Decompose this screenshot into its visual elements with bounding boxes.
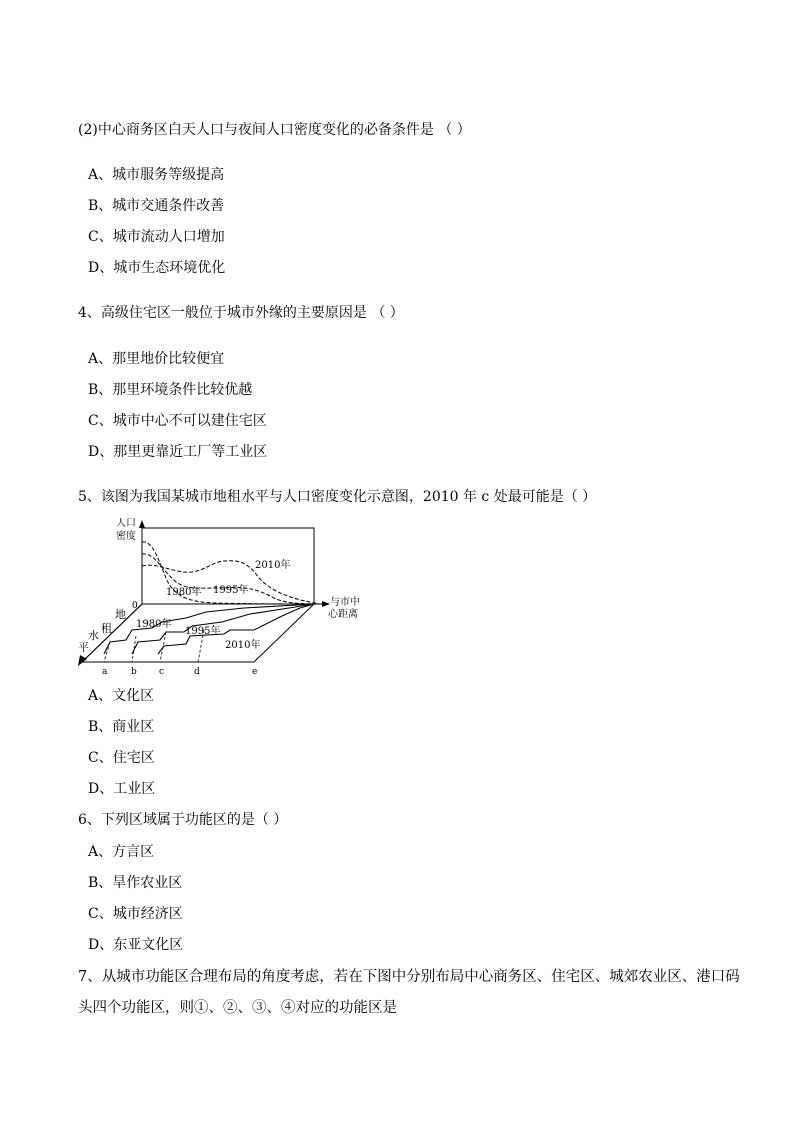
rent-axis-label: 平 xyxy=(78,641,89,654)
y-axis-label: 人口 xyxy=(116,518,136,529)
option-a: A、方言区 xyxy=(88,844,155,860)
point-label-c: c xyxy=(159,667,165,677)
question-4-stem: 4、高级住宅区一般位于城市外缘的主要原因是 （ ） xyxy=(78,305,404,321)
curve-label-2010: 2010年 xyxy=(255,560,291,571)
rent-axis-label: 地 xyxy=(115,608,126,621)
rent-axis-arrow xyxy=(78,655,87,666)
option-d: D、东亚文化区 xyxy=(88,937,184,953)
rent-population-diagram xyxy=(74,518,360,678)
y-axis-label: 密度 xyxy=(116,531,136,542)
x-axis-label: 与市中 xyxy=(330,597,360,608)
curve-label-1980: 1980年 xyxy=(166,587,202,598)
rent-curve-label-2010: 2010年 xyxy=(225,640,261,651)
option-a: A、文化区 xyxy=(88,688,155,704)
option-c: C、城市经济区 xyxy=(88,906,183,922)
option-d: D、工业区 xyxy=(88,781,156,797)
x-axis-label: 心距离 xyxy=(328,609,358,620)
rent-axis-label: 水 xyxy=(88,629,99,642)
origin-label: 0 xyxy=(132,601,138,611)
y-axis-arrow xyxy=(139,520,145,528)
curve-label-1995: 1995年 xyxy=(213,585,249,596)
option-c: C、城市中心不可以建住宅区 xyxy=(88,413,267,429)
point-label-e: e xyxy=(252,667,258,677)
rent-curve-label-1995: 1995年 xyxy=(185,626,221,637)
point-label-d: d xyxy=(194,667,200,677)
question-2-stem: (2)中心商务区白天人口与夜间人口密度变化的必备条件是 （ ） xyxy=(78,122,471,138)
option-b: B、商业区 xyxy=(88,719,155,735)
option-b: B、城市交通条件改善 xyxy=(88,198,225,214)
question-7-stem-continued: 头四个功能区，则①、②、③、④对应的功能区是 xyxy=(78,1000,397,1016)
option-c: C、住宅区 xyxy=(88,750,155,766)
option-a: A、那里地价比较便宜 xyxy=(88,351,225,367)
point-label-b: b xyxy=(131,667,137,677)
question-5-stem: 5、该图为我国某城市地租水平与人口密度变化示意图，2010 年 c 处最可能是（ ） xyxy=(78,489,597,505)
rent-axis-label: 租 xyxy=(101,622,112,635)
point-label-a: a xyxy=(102,667,108,677)
rent-curve-label-1980: 1980年 xyxy=(136,619,172,630)
x-axis-arrow xyxy=(322,601,330,607)
option-b: B、旱作农业区 xyxy=(88,875,183,891)
option-c: C、城市流动人口增加 xyxy=(88,229,225,245)
question-7-stem: 7、从城市功能区合理布局的角度考虑，若在下图中分别布局中心商务区、住宅区、城郊农业区、港口码 xyxy=(78,969,740,985)
option-d: D、那里更靠近工厂等工业区 xyxy=(88,444,268,460)
question-6-stem: 6、下列区域属于功能区的是（ ） xyxy=(78,812,288,828)
option-d: D、城市生态环境优化 xyxy=(88,260,226,276)
option-b: B、那里环境条件比较优越 xyxy=(88,382,253,398)
option-a: A、城市服务等级提高 xyxy=(88,167,225,183)
